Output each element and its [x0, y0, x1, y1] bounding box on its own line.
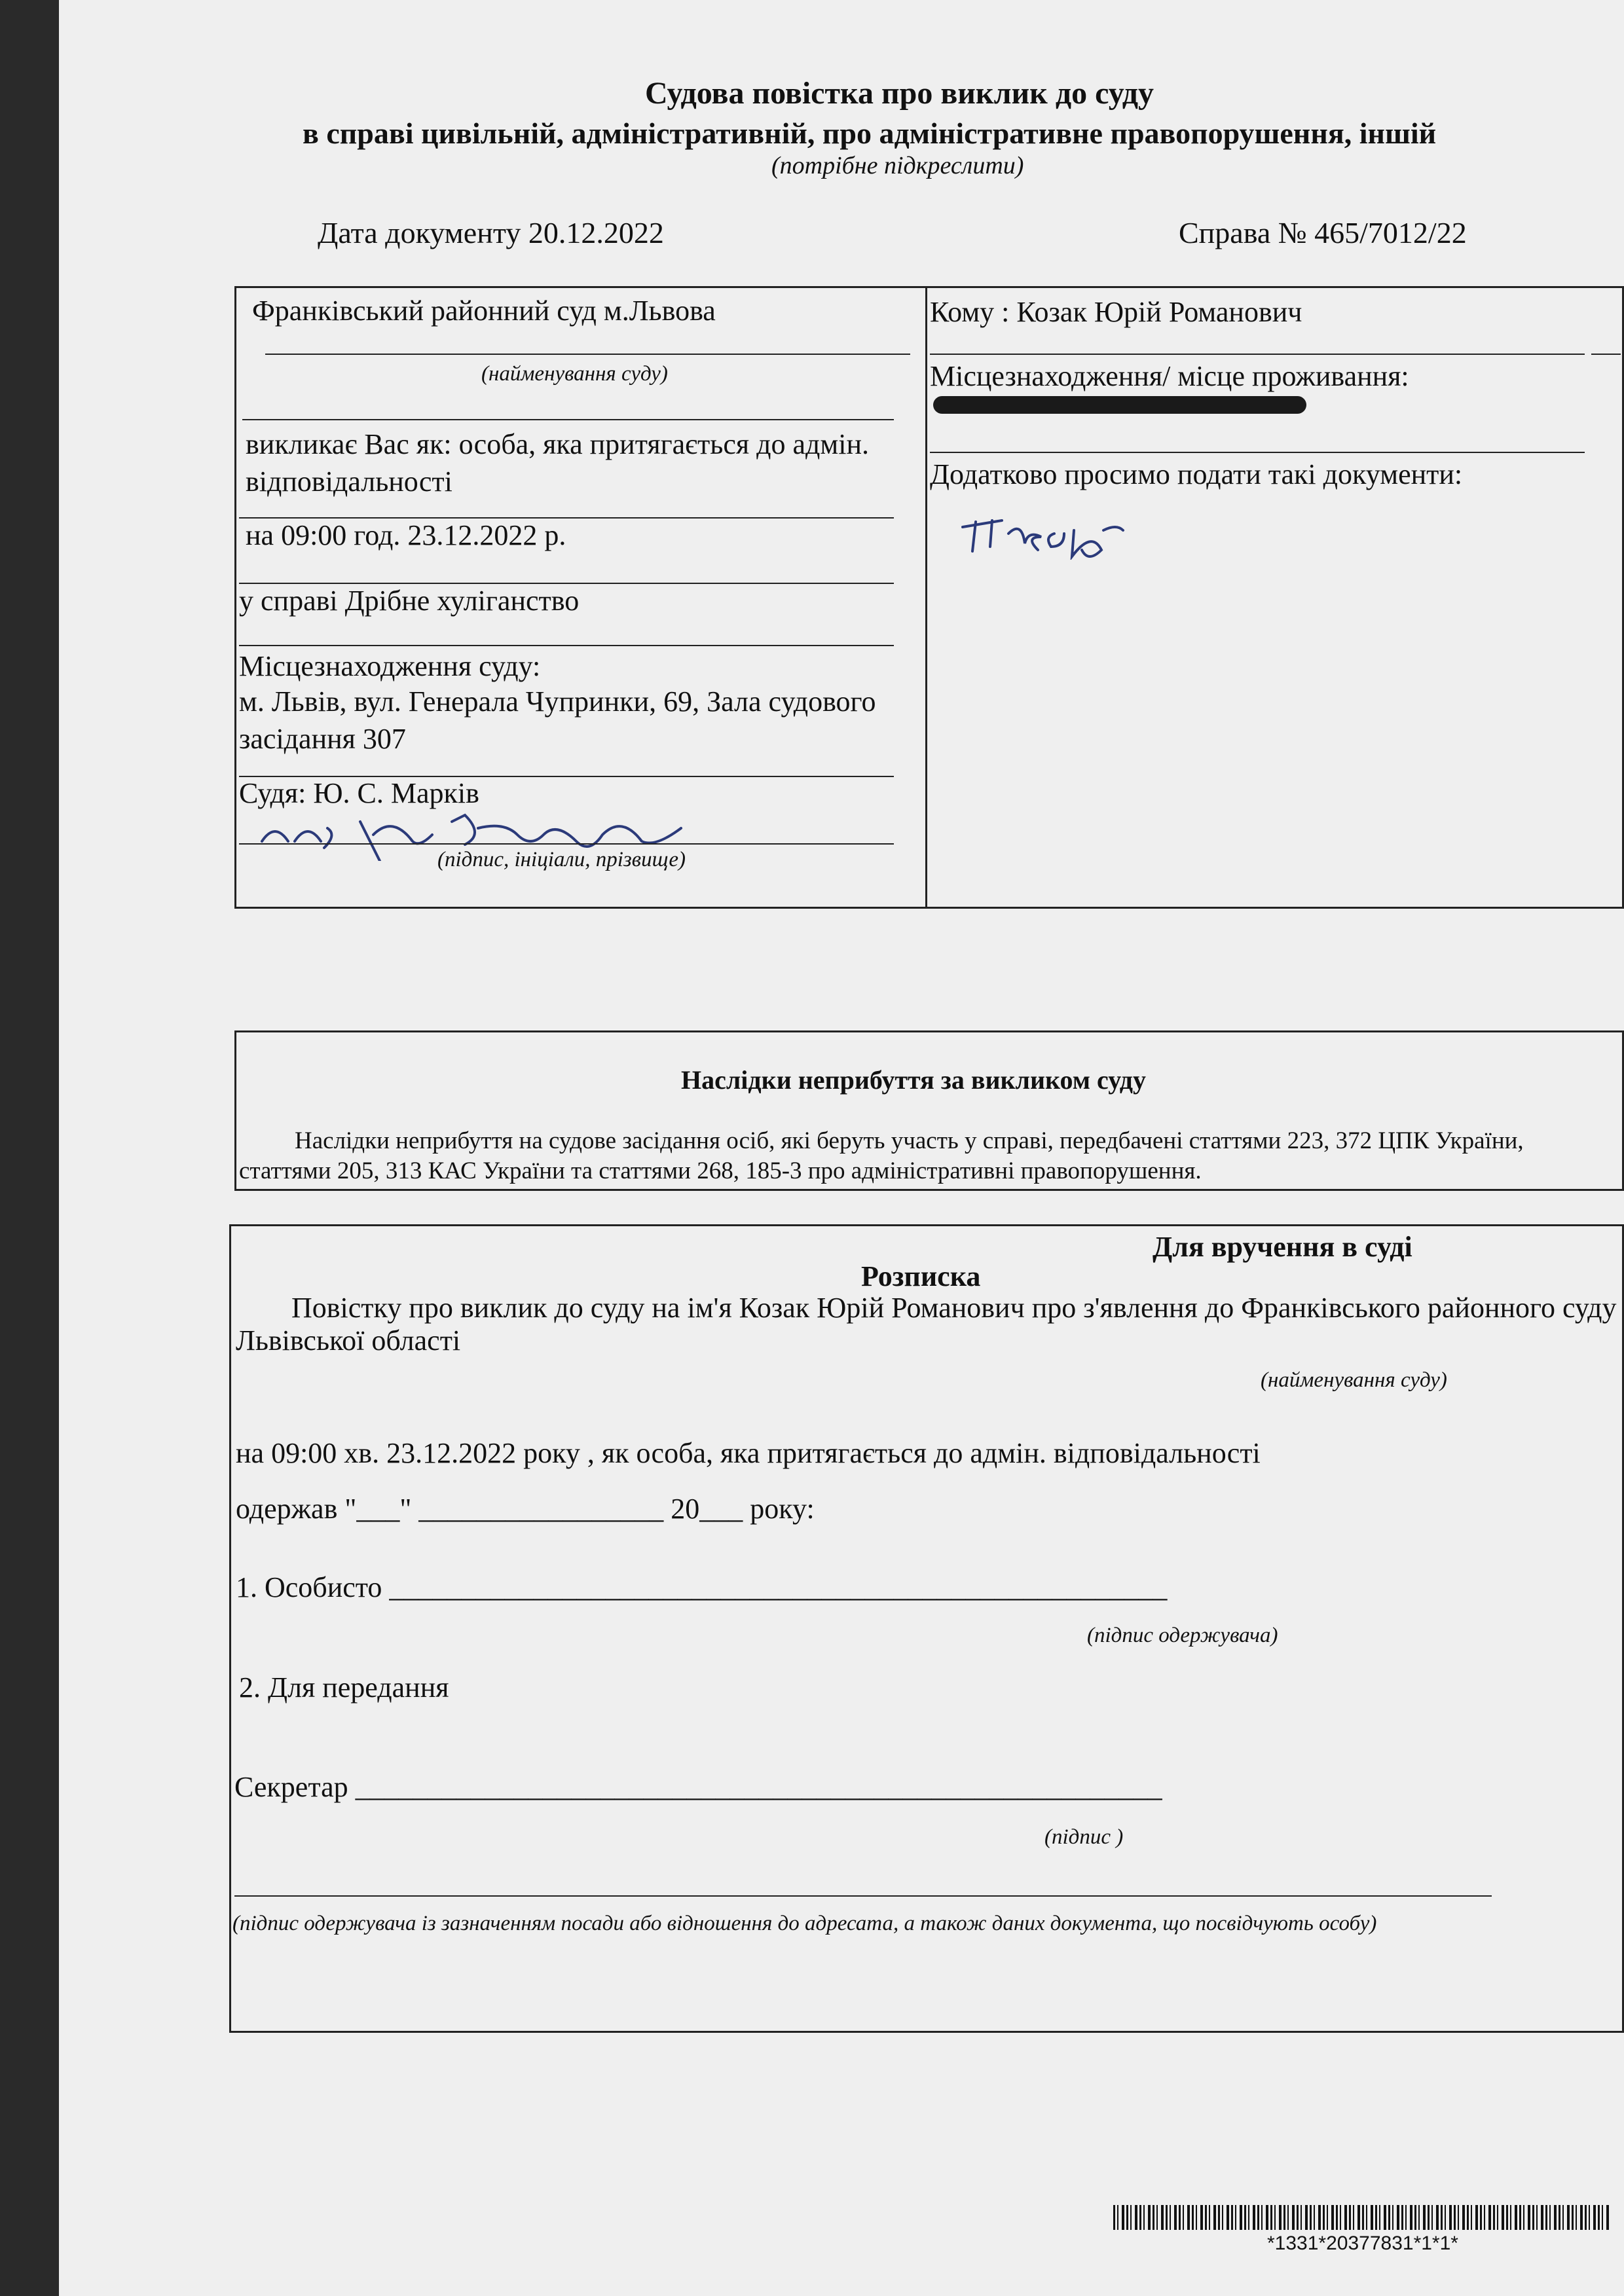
judge-name: Судя: Ю. С. Марків [239, 777, 479, 809]
recipient-address-label: Місцезнаходження/ місце проживання: [930, 360, 1409, 392]
receipt-footnote: (підпис одержувача із зазначенням посади або відношення до адресата, а також даних документа, що посвідчують особу) [232, 1912, 1377, 1935]
receipt-for-court: Для вручення в суді [1153, 1231, 1412, 1263]
receipt-received-date: одержав "___" _________________ 20___ року: [236, 1493, 815, 1525]
underline-note: (потрібне підкреслити) [771, 152, 1024, 179]
court-name: Франківський районний суд м.Львова [252, 295, 716, 327]
secretary-sign-caption: (підпис ) [1044, 1825, 1124, 1849]
receipt-secretary: Секретар ________________________________________________________ [234, 1771, 1162, 1803]
recipient-sign-caption: (підпис одержувача) [1087, 1624, 1278, 1647]
receipt-personally: 1. Особисто ______________________________________________________ [236, 1571, 1168, 1603]
court-location-label: Місцезнаходження суду: [239, 650, 541, 682]
consequences-text: Наслідки неприбуття на судове засідання осіб, які беруть участь у справі, передбачені статтями 223, 372 ЦПК України, статтями 205, 313 КАС України та статтями 268, 185-3 про адміністративні правопорушення. [239, 1127, 1524, 1185]
barcode [1113, 2205, 1611, 2230]
document-title: Судова повістка про виклик до суду [645, 76, 1154, 111]
receipt-time: на 09:00 хв. 23.12.2022 року , як особа, яка притягається до адмін. відповідальності [236, 1437, 1261, 1469]
case-subject: у справі Дрібне хуліганство [239, 585, 580, 617]
court-caption: (найменування суду) [481, 362, 668, 386]
signature-caption: (підпис, ініціали, прізвище) [437, 848, 686, 871]
summons-divider [925, 286, 927, 909]
receipt-region: Львівської області [236, 1324, 461, 1357]
court-location: м. Львів, вул. Генерала Чупринки, 69, Зала судового засідання 307 [239, 685, 876, 756]
redacted-address [933, 396, 1306, 414]
receipt-court-caption: (найменування суду) [1261, 1368, 1447, 1392]
barcode-text: *1331*20377831*1*1* [1267, 2232, 1458, 2254]
hearing-time: на 09:00 год. 23.12.2022 р. [246, 519, 566, 551]
receipt-for-transfer: 2. Для передання [239, 1671, 449, 1704]
handwritten-passport [956, 507, 1126, 560]
document-date: Дата документу 20.12.2022 [318, 216, 664, 249]
case-number: Справа № 465/7012/22 [1179, 216, 1467, 249]
document-subtitle: в справі цивільній, адміністративній, про адміністративне правопорушення, іншій [303, 117, 1437, 150]
receipt-title: Розписка [861, 1260, 981, 1292]
summoned-as: викликає Вас як: особа, яка притягається до адмін. відповідальності [246, 428, 870, 498]
additional-docs-label: Додатково просимо подати такі документи: [930, 458, 1463, 490]
receipt-line: Повістку про виклик до суду на ім'я Козак Юрій Романович про з'явлення до Франківського районного суду [291, 1292, 1617, 1324]
consequences-title: Наслідки неприбуття за викликом суду [681, 1065, 1146, 1095]
recipient-name: Кому : Козак Юрій Романович [930, 296, 1302, 328]
